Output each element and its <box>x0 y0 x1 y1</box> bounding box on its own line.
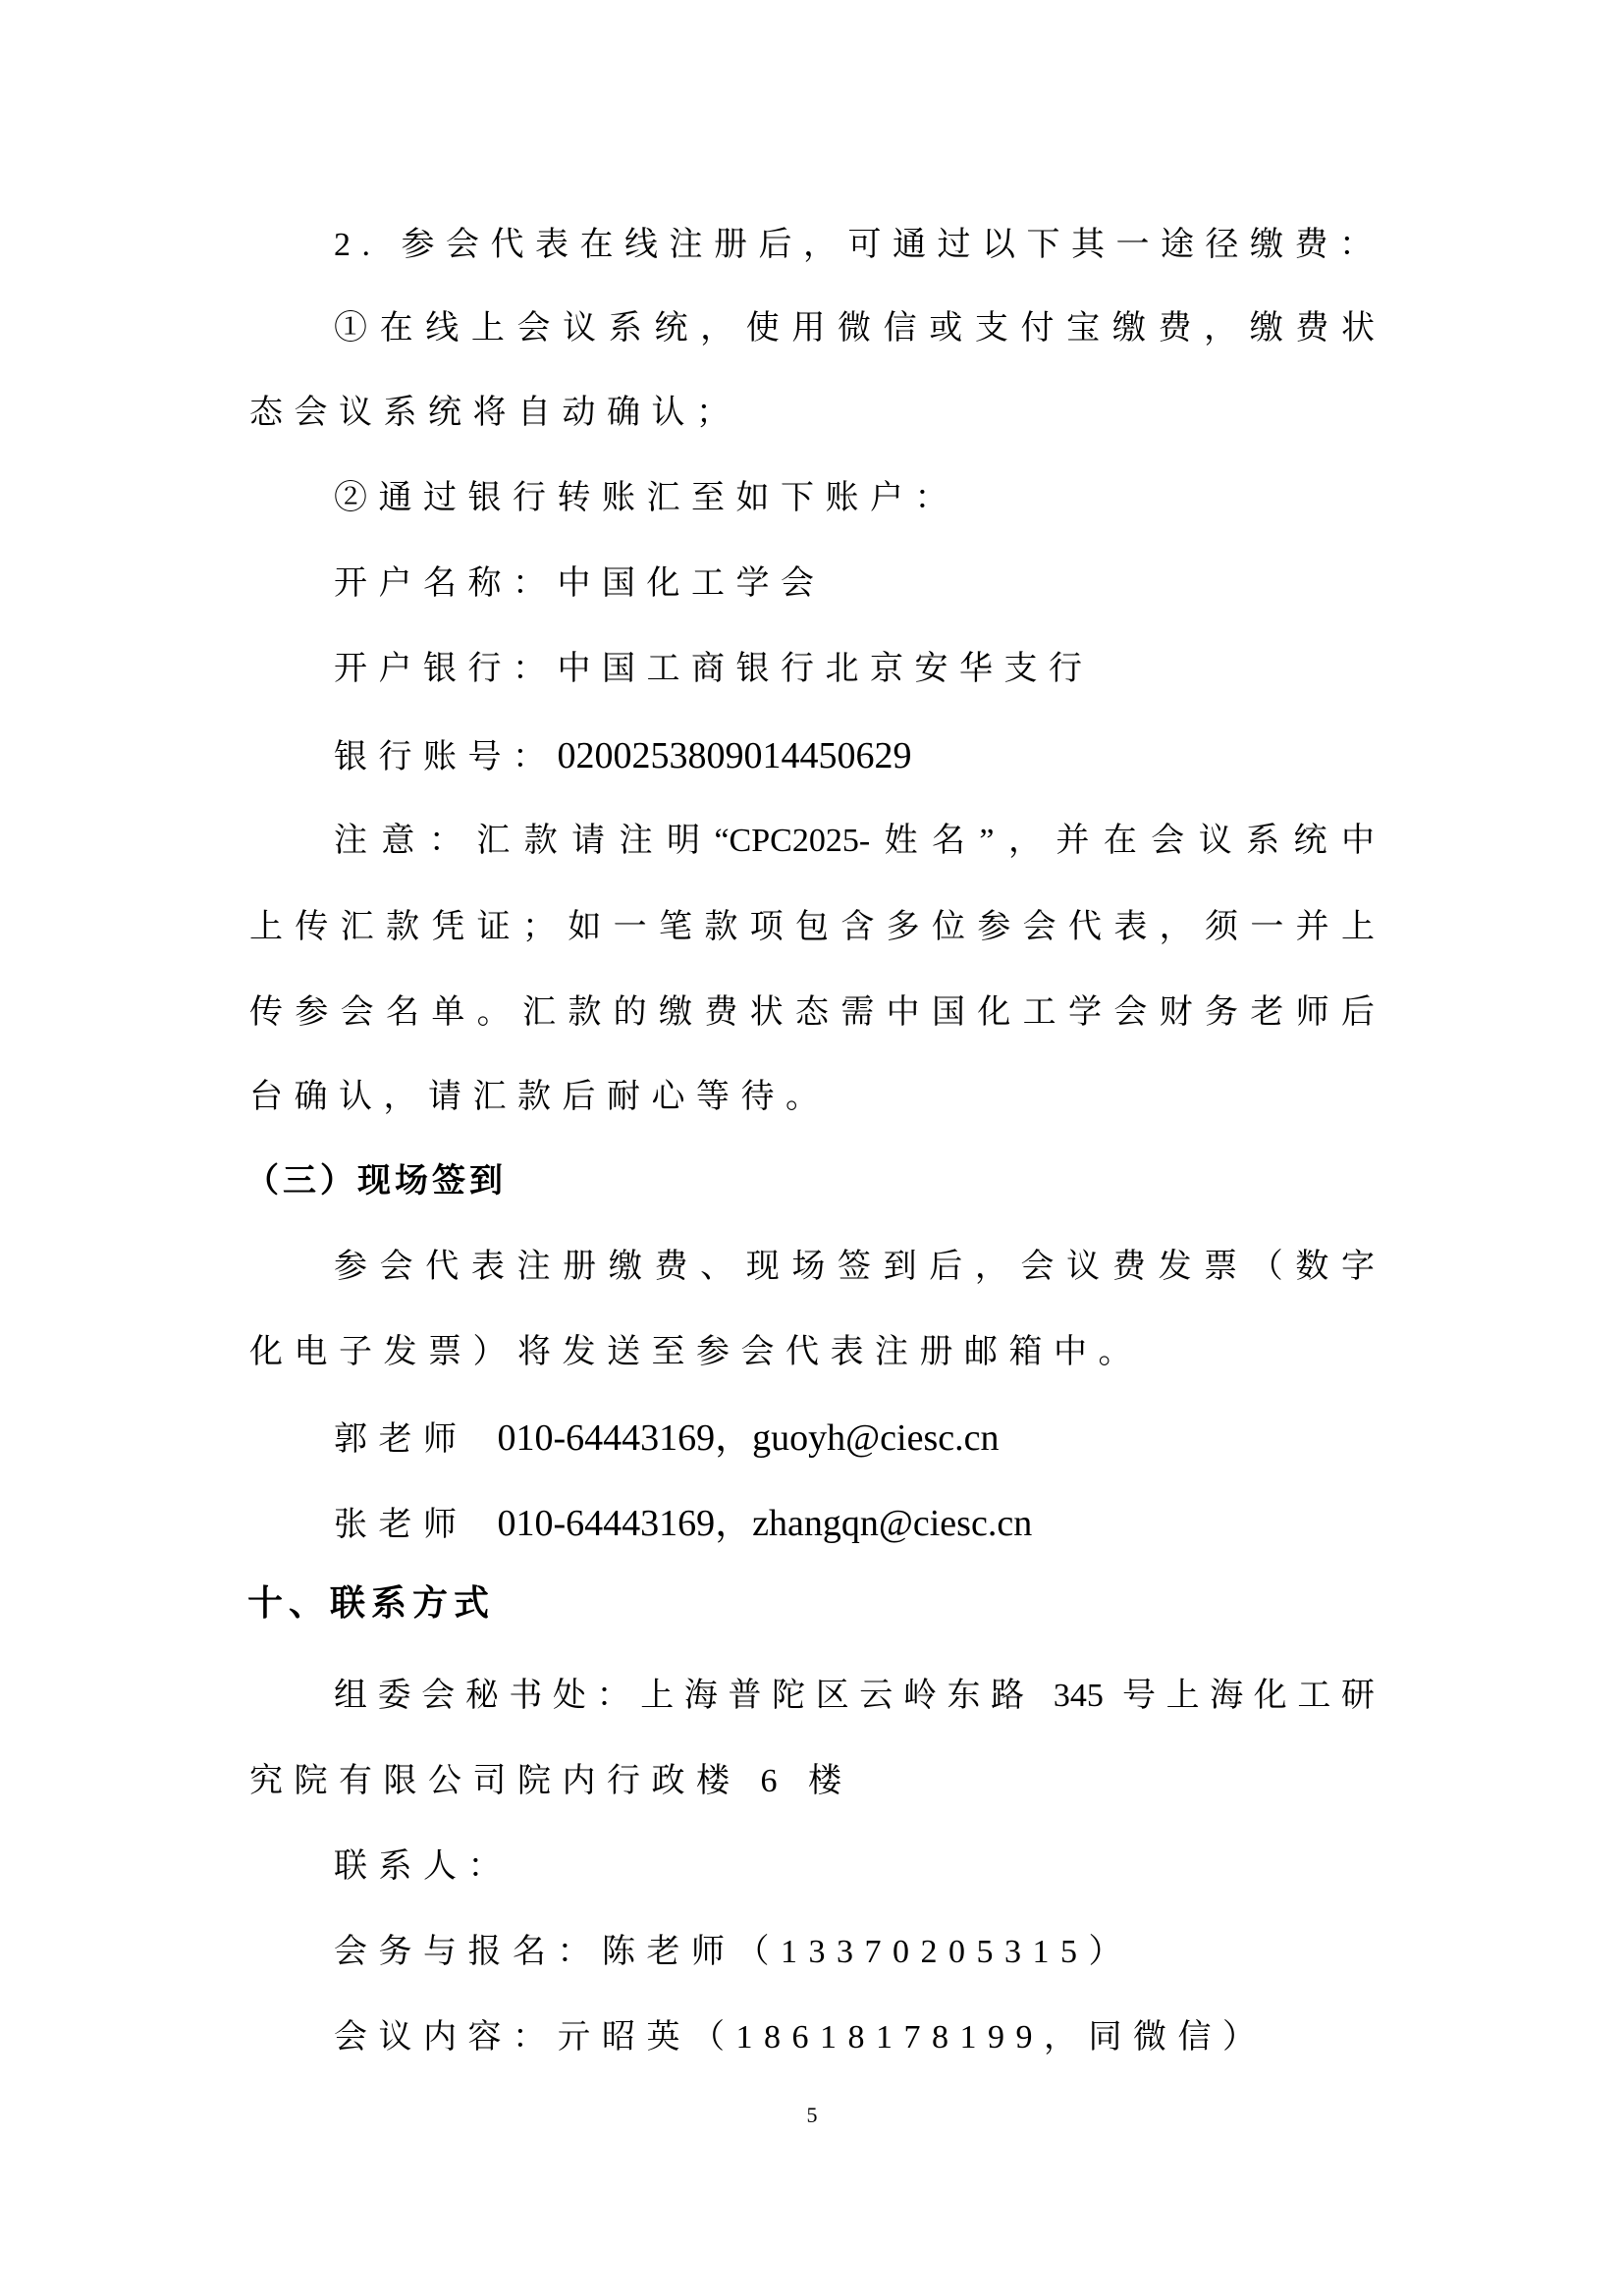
checkin-contact-row <box>334 1502 1032 1545</box>
bank-row <box>334 648 1094 691</box>
contacts-label: 联系人： <box>334 1848 513 1885</box>
checkin-para-line2: 化电子发票）将发送至参会代表注册邮箱中。 <box>249 1334 1143 1370</box>
secretariat-line1: 组委会秘书处：上海普陀区云岭东路 345 号上海化工研 <box>334 1678 1375 1714</box>
contact-name: 张老师 <box>334 1507 468 1543</box>
payment-option2: ②通过银行转账汇至如下账户： <box>334 480 959 516</box>
account-number-value: 0200253809014450629 <box>557 735 912 776</box>
notice-line2: 上传汇款凭证；如一笔款项包含多位参会代表，须一并上 <box>249 909 1375 945</box>
bank-label: 开户银行： <box>334 651 558 687</box>
account-number-row <box>334 734 912 777</box>
account-name-label: 开户名称： <box>334 565 558 602</box>
secretariat-line2: 究院有限公司院内行政楼 6 楼 <box>249 1763 853 1799</box>
account-name-value: 中国化工学会 <box>557 565 826 602</box>
page-number: 5 <box>806 2103 818 2127</box>
checkin-contact-row <box>334 1416 999 1460</box>
payment-option1-line2: 态会议系统将自动确认； <box>249 395 741 431</box>
notice-line3: 传参会名单。汇款的缴费状态需中国化工学会财务老师后 <box>249 994 1375 1031</box>
checkin-heading: （三）现场签到 <box>245 1163 507 1200</box>
payment-intro: 2. 参会代表在线注册后，可通过以下其一途径缴费： <box>334 227 1384 263</box>
affairs-contact: 会务与报名：陈老师（13370205315） <box>334 1934 1133 1970</box>
account-number-label: 银行账号： <box>334 739 558 775</box>
checkin-para-line1: 参会代表注册缴费、现场签到后，会议费发票（数字 <box>334 1249 1375 1285</box>
contact-phone: 010-64443169， <box>497 1417 753 1459</box>
account-name-row <box>334 562 826 606</box>
contact-email[interactable]: guoyh@ciesc.cn <box>752 1417 1000 1459</box>
notice-line4: 台确认，请汇款后耐心等待。 <box>249 1079 831 1115</box>
payment-option1-line1: ①在线上会议系统，使用微信或支付宝缴费，缴费状 <box>334 310 1375 347</box>
contact-section-heading: 十、联系方式 <box>247 1583 496 1624</box>
contact-name: 郭老师 <box>334 1421 468 1458</box>
bank-value: 中国工商银行北京安华支行 <box>557 651 1094 687</box>
notice-line1: 注意：汇款请注明“CPC2025-姓名”，并在会议系统中 <box>334 823 1375 859</box>
content-contact: 会议内容：亓昭英（18618178199，同微信） <box>334 2019 1268 2056</box>
contact-phone: 010-64443169， <box>497 1503 753 1544</box>
contact-email[interactable]: zhangqn@ciesc.cn <box>752 1503 1033 1544</box>
